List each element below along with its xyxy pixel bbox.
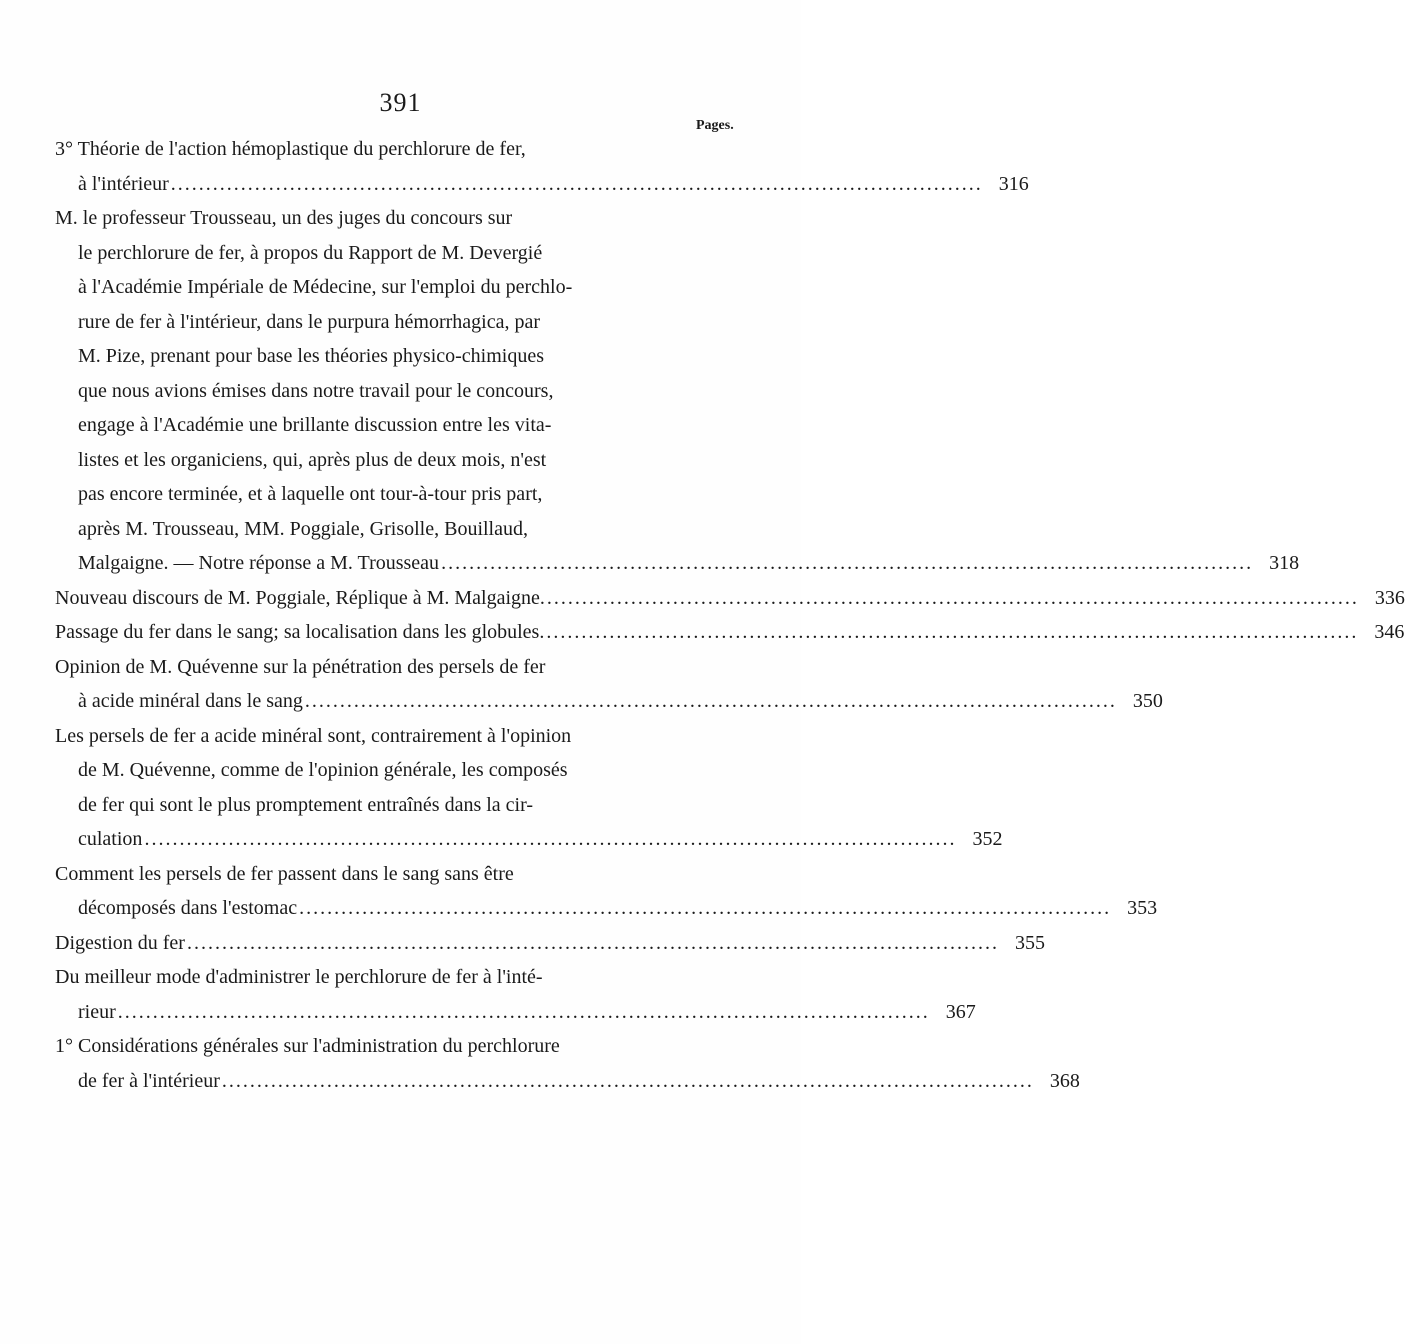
toc-entry-text: Malgaigne. — Notre réponse a M. Trousseau [78, 552, 440, 574]
dot-leader: .................................................................................................................... [299, 897, 1112, 919]
toc-entry [55, 201, 1300, 581]
toc-entry [55, 960, 976, 1029]
toc-entry-line [55, 615, 1405, 650]
toc-entry-line: Les persels de fer a acide minéral sont, contrairement à l'opinion [55, 724, 572, 747]
toc-entry-line [55, 995, 976, 1030]
dot-leader: .................................................................................................................... [221, 1069, 1034, 1092]
toc-entry-line [55, 891, 1158, 926]
toc-entry-page-number: 367 [945, 1000, 976, 1023]
dot-leader: .................................................................................................................... [117, 1000, 930, 1023]
toc-entry [55, 615, 1405, 650]
dot-leader: .................................................................................................................... [546, 621, 1359, 643]
toc-entry-page-number: 353 [1127, 897, 1158, 919]
toc-entry-text: Passage du fer dans le sang; sa localisation dans les globules. [55, 621, 545, 643]
toc-entry-text: à acide minéral dans le sang [78, 690, 303, 712]
toc-entry-page-number: 316 [998, 172, 1029, 195]
toc-entry [55, 857, 1158, 926]
toc-entry-page-number: 355 [1014, 931, 1045, 954]
toc-entry-line: de M. Quévenne, comme de l'opinion générale, les composés [78, 759, 568, 781]
dot-leader: .................................................................................................................... [546, 586, 1359, 609]
toc-entry-page-number: 346 [1374, 621, 1405, 643]
toc-entry-line: M. Pize, prenant pour base les théories physico-chimiques [78, 345, 544, 367]
dot-leader: .................................................................................................................... [186, 931, 999, 954]
toc-entry-line: Comment les persels de fer passent dans le sang sans être [55, 862, 514, 885]
toc-entry-line [55, 684, 1163, 719]
dot-leader: .................................................................................................................... [304, 690, 1117, 712]
toc-entry [55, 581, 1405, 616]
toc-entry [55, 132, 1029, 201]
dot-leader: .................................................................................................................... [170, 172, 983, 195]
toc-entry-page-number: 318 [1269, 552, 1300, 574]
toc-entry-text: à l'intérieur [78, 172, 169, 195]
toc-entry-text: décomposés dans l'estomac [78, 897, 298, 919]
toc-entry [55, 650, 1163, 719]
toc-entry-text: rieur [78, 1000, 116, 1023]
toc-entry-line [55, 926, 1045, 961]
toc-entry-line [55, 581, 1405, 616]
toc-entry-line [55, 822, 1003, 857]
toc-entry-text: de fer à l'intérieur [78, 1069, 220, 1092]
toc-entry-text: Digestion du fer [55, 931, 185, 954]
table-of-contents [55, 132, 1405, 1098]
toc-entry-line [55, 546, 1300, 581]
toc-entry-line: à l'Académie Impériale de Médecine, sur l'emploi du perchlo- [78, 276, 573, 298]
toc-entry-line: pas encore terminée, et à laquelle ont tour-à-tour pris part, [78, 483, 543, 505]
toc-entry-line [55, 167, 1029, 202]
toc-entry-line: 3° Théorie de l'action hémoplastique du perchlorure de fer, [55, 138, 526, 160]
toc-entry-line: après M. Trousseau, MM. Poggiale, Grisolle, Bouillaud, [78, 517, 528, 540]
page-number: 391 [379, 88, 422, 117]
toc-entry-line: le perchlorure de fer, à propos du Rapport de M. Devergié [78, 241, 543, 264]
toc-entry-line: que nous avions émises dans notre travail pour le concours, [78, 379, 554, 402]
toc-entry-text: Nouveau discours de M. Poggiale, Réplique à M. Malgaigne. [55, 586, 545, 609]
toc-entry-line: rure de fer à l'intérieur, dans le purpura hémorrhagica, par [78, 310, 541, 333]
toc-entry-line: M. le professeur Trousseau, un des juges du concours sur [55, 207, 513, 229]
dot-leader: .................................................................................................................... [441, 552, 1254, 574]
toc-entry-page-number: 336 [1374, 586, 1405, 609]
toc-entry-line: listes et les organiciens, qui, après plus de deux mois, n'est [78, 448, 547, 471]
toc-entry [55, 926, 1045, 961]
toc-entry-page-number: 350 [1132, 690, 1163, 712]
pages-column-label: Pages. [696, 118, 734, 133]
toc-entry-text: culation [78, 828, 143, 850]
toc-entry [55, 719, 1003, 857]
toc-entry-page-number: 352 [972, 828, 1003, 850]
toc-entry-line: 1° Considérations générales sur l'administration du perchlorure [55, 1035, 560, 1057]
toc-entry-line: engage à l'Académie une brillante discussion entre les vita- [78, 414, 552, 436]
dot-leader: .................................................................................................................... [144, 828, 957, 850]
toc-entry-line [55, 1064, 1080, 1099]
toc-entry [55, 1029, 1080, 1098]
toc-entry-line: Opinion de M. Quévenne sur la pénétration des persels de fer [55, 655, 546, 678]
toc-entry-line: Du meilleur mode d'administrer le perchlorure de fer à l'inté- [55, 966, 543, 988]
toc-entry-page-number: 368 [1049, 1069, 1080, 1092]
toc-entry-line: de fer qui sont le plus promptement entraînés dans la cir- [78, 793, 534, 816]
